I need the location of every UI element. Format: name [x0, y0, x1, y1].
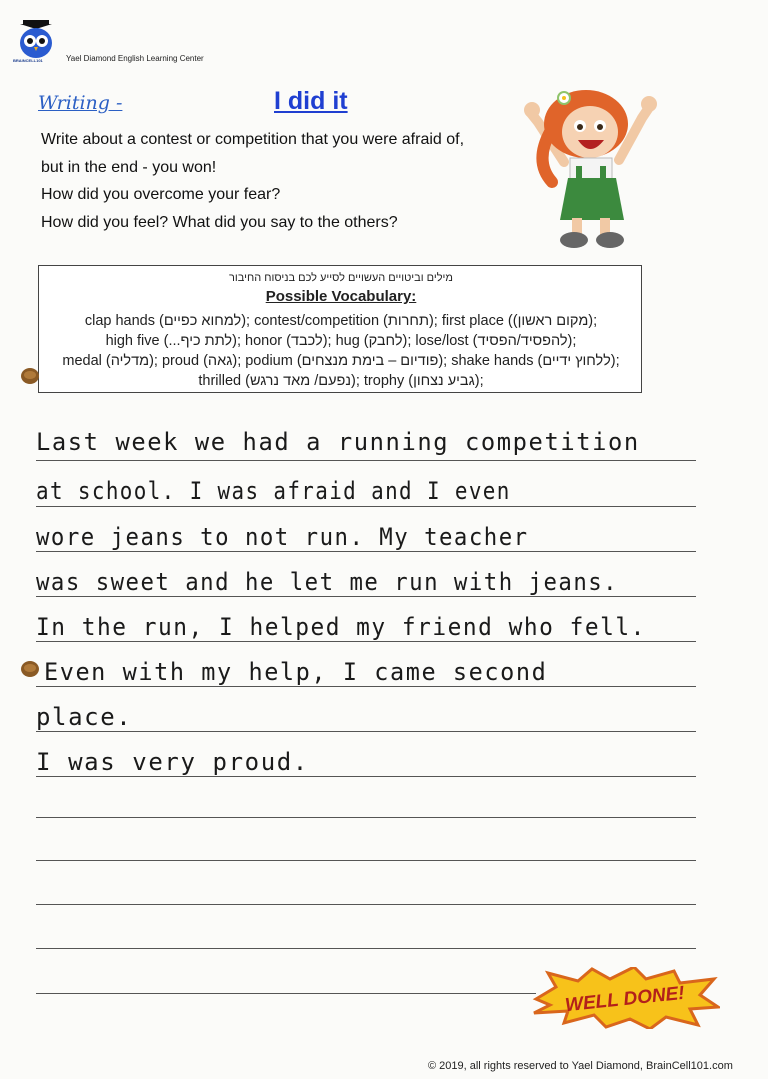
ruled-line [36, 641, 696, 642]
handwriting-line-3: wore jeans to not run. My teacher [36, 523, 529, 551]
vocabulary-box [38, 265, 642, 393]
ruled-line [36, 506, 696, 507]
vocabulary-line-2: high five (...לתת כיף); honor (לכבד); hug (לחבק); lose/lost (להפסיד/הפסיד); [105, 333, 577, 349]
vocabulary-line-1: clap hands (למחוא כפיים); contest/competition (תחרות); first place ((מקום ראשון); [84, 313, 598, 329]
brand-tiny-text: BRAINCELL101 [13, 58, 43, 63]
handwriting-line-8: I was very proud. [36, 748, 309, 776]
vocabulary-heading: Possible Vocabulary: [265, 288, 417, 305]
handwriting-line-5: In the run, I helped my friend who fell. [36, 613, 646, 641]
vocabulary-hebrew-heading: מילים וביטויים העשויים לסייע לכם בניסוח החיבור [229, 272, 453, 284]
ruled-line [36, 948, 696, 949]
vocabulary-line-4: thrilled (נפעם/ מאד נרגש); trophy (גביע נצחון); [198, 373, 484, 389]
prompt-line-1: Write about a contest or competition that you were afraid of, [41, 131, 465, 148]
braincell-owl-logo [14, 18, 58, 62]
writing-label: Writing - [38, 92, 123, 114]
ruled-line [36, 460, 696, 461]
ruled-line [36, 731, 696, 732]
handwriting-line-6: Even with my help, I came second [44, 658, 548, 686]
binder-hole-mark-icon [20, 659, 40, 679]
well-done-burst [530, 967, 720, 1029]
ruled-line [36, 993, 536, 994]
ruled-line [36, 860, 696, 861]
cheering-girl-illustration [524, 82, 664, 254]
prompt-line-4: How did you feel? What did you say to the others? [41, 214, 398, 231]
prompt-line-3: How did you overcome your fear? [41, 186, 281, 203]
ruled-line [36, 904, 696, 905]
center-name: Yael Diamond English Learning Center [66, 54, 204, 63]
copyright-notice: © 2019, all rights reserved to Yael Diamond, BrainCell101.com [428, 1060, 733, 1072]
well-done-text: WELL DONE! [564, 982, 686, 1017]
ruled-line [36, 596, 696, 597]
binder-hole-mark-icon [20, 366, 40, 386]
prompt-line-2: but in the end - you won! [41, 159, 217, 176]
handwriting-line-4: was sweet and he let me run with jeans. [36, 568, 619, 596]
ruled-line [36, 776, 696, 777]
handwriting-line-7: place. [36, 703, 133, 731]
handwriting-line-1: Last week we had a running competition [36, 428, 640, 456]
ruled-line [36, 551, 696, 552]
ruled-line [36, 686, 696, 687]
ruled-line [36, 817, 696, 818]
page-title: I did it [274, 87, 348, 115]
vocabulary-line-3: medal (מדליה); proud (גאה); podium (פודיום – בימת מנצחים); shake hands (ללחוץ ידיים); [62, 353, 620, 369]
handwriting-line-2: at school. I was afraid and I even [36, 477, 511, 505]
